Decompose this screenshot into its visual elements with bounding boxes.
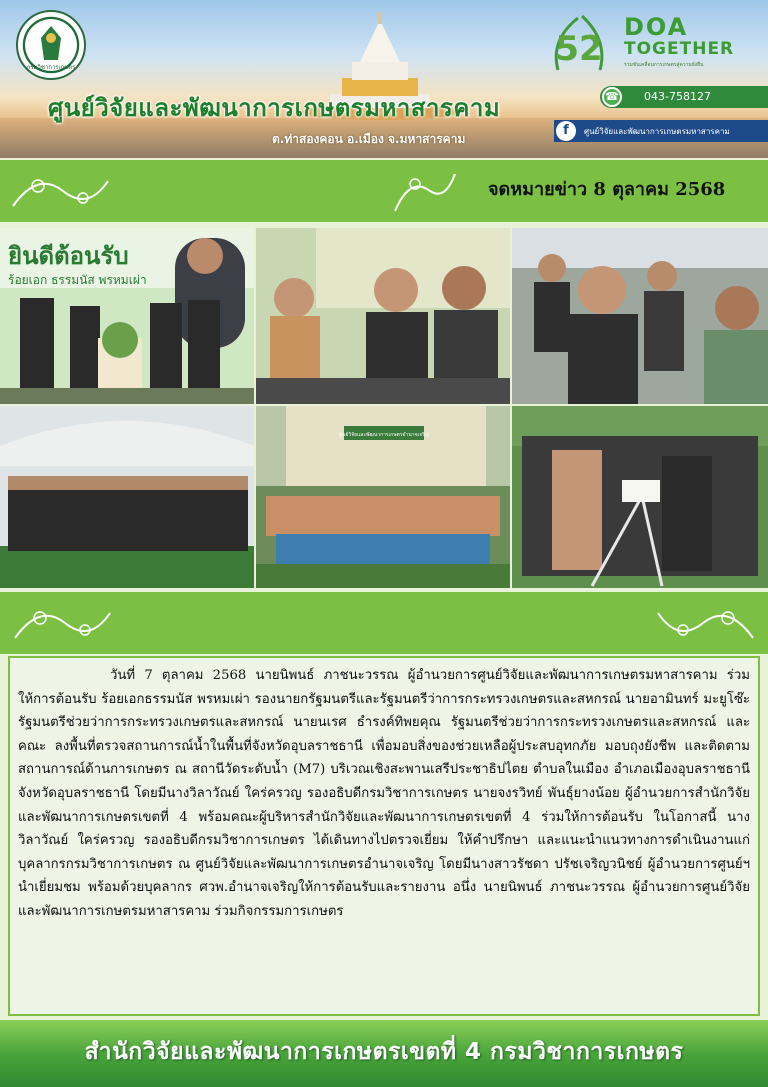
header-banner [0,0,768,158]
footer-band [0,1020,768,1087]
news-body-text: วันที่ 7 ตุลาคม 2568 นายนิพนธ์ ภาชนะวรรณ ผู้อำนวยการศูนย์วิจัยและพัฒนาการเกษตรมหาสารคาม ร่วมให้การต้อนรับ ร้อยเอกธรรมนัส พรหมเผ่า รองนายกรัฐมนตรีและรัฐมนตรีว่าการกระทรวงเกษตรและสหกรณ์ นายอามินทร์ มะยูโซ๊ะ รัฐมนตรีช่วยว่าการกระทรวงเกษตรและสหกรณ์ นายนเรศ ธำรงค์ทิพยคุณ รัฐมนตรีช่วยว่าการกระทรวงเกษตรและสหกรณ์ และคณะ ลงพื้นที่ตรวจสถานการณ์น้ำในพื้นที่จังหวัดอุบลราชธานี เพื่อมอบสิ่งของช่วยเหลือผู้ประสบอุทกภัย มอบถุงยังชีพ และติดตามสถานการณ์ด้านการเกษตร ณ สถานีวัดระดับน้ำ (M7) บริเวณเชิงสะพานเสรีประชาธิปไตย ตำบลในเมือง อำเภอเมืองอุบลราชธานี จังหวัดอุบลราชธานี โดยมีนางวิลาวัณย์ ใคร่ครวญ รองอธิบดีกรมวิชาการเกษตร นายจงรวิทย์ พันธุ์ยางน้อย ผู้อำนวยการสำนักวิจัยและพัฒนาการเกษตรเขตที่ 4 พร้อมคณะผู้บริหารสำนักวิจัยและพัฒนาการเกษตรเขตที่ 4 ร่วมให้การต้อนรับ ในโอกาสนี้ นางวิลาวัณย์ ใคร่ครวญ รองอธิบดีกรมวิชาการเกษตร ได้เดินทางไปตรวจเยี่ยม ให้คำปรึกษา และแนะนำแนวทางการดำเนินงานแก่บุคลากรกรมวิชาการเกษตร ณ ศูนย์วิจัยและพัฒนาการเกษตรอำนาจเจริญ โดยมีนางสาวรัชดา ปรัชเจริญวนิชย์ ผู้อำนวยการศูนย์ฯ นำเยี่ยมชม พร้อมด้วยบุคลากร ศวพ.อำนาจเจริญให้การต้อนรับและรายงาน อนึ่ง นายนิพนธ์ ภาชนะวรรณ ผู้อำนวยการศูนย์วิจัยและพัฒนาการเกษตรมหาสารคาม ร่วมกิจกรรมการเกษตร [18,668,750,919]
phone-contact[interactable] [600,86,768,108]
seal-emblem-icon [36,24,66,64]
welcome-banner-text: ยินดีต้อนรับ [8,242,129,270]
floral-ornament-icon [648,598,758,648]
photo-officials-crowd [512,228,768,404]
welcome-banner-subtext: ร้อยเอก ธรรมนัส พรหมเผ่า [8,273,147,287]
facebook-icon: f [556,121,576,141]
photo-officials-seated [256,228,510,404]
floral-ornament-icon [8,166,118,216]
center-address: ต.ท่าสองคอน อ.เมือง จ.มหาสารคาม [272,132,466,146]
photo-group-tent [0,406,254,588]
doa-line1: DOA [624,13,689,41]
phone-icon: ☎ [602,87,622,107]
anniversary-number: 52 [555,29,603,69]
seal-caption: กรมวิชาการเกษตร [26,64,76,71]
center-title: ศูนย์วิจัยและพัฒนาการเกษตรมหาสารคาม [48,93,501,122]
news-body-box [8,656,760,1016]
floral-ornament-icon [390,166,460,216]
anniversary-52-logo [548,10,610,80]
footer-office-name: สำนักวิจัยและพัฒนาการเกษตรเขตที่ 4 กรมวิชาการเกษตร [84,1039,684,1065]
photo-donation-handover [512,406,768,588]
photo-group-building [256,406,510,588]
doa-together-logo [624,14,754,69]
middle-green-band [0,592,768,654]
center-sign-text: ศูนย์วิจัยและพัฒนาการเกษตรอำนาจเจริญ [338,432,430,438]
doa-seal-logo [16,10,86,80]
facebook-page-name: ศูนย์วิจัยและพัฒนาการเกษตรมหาสารคาม [584,127,730,136]
newsletter-date-title: จดหมายข่าว 8 ตุลาคม 2568 [488,179,726,200]
doa-tagline: ร่วมขับเคลื่อนการเกษตรสู่ความยั่งยืน [624,62,704,68]
doa-line2: TOGETHER [624,39,735,59]
phone-number: 043-758127 [644,90,711,103]
facebook-contact[interactable] [554,120,768,142]
photo-welcome-stage [0,228,254,404]
floral-ornament-icon [10,598,120,648]
